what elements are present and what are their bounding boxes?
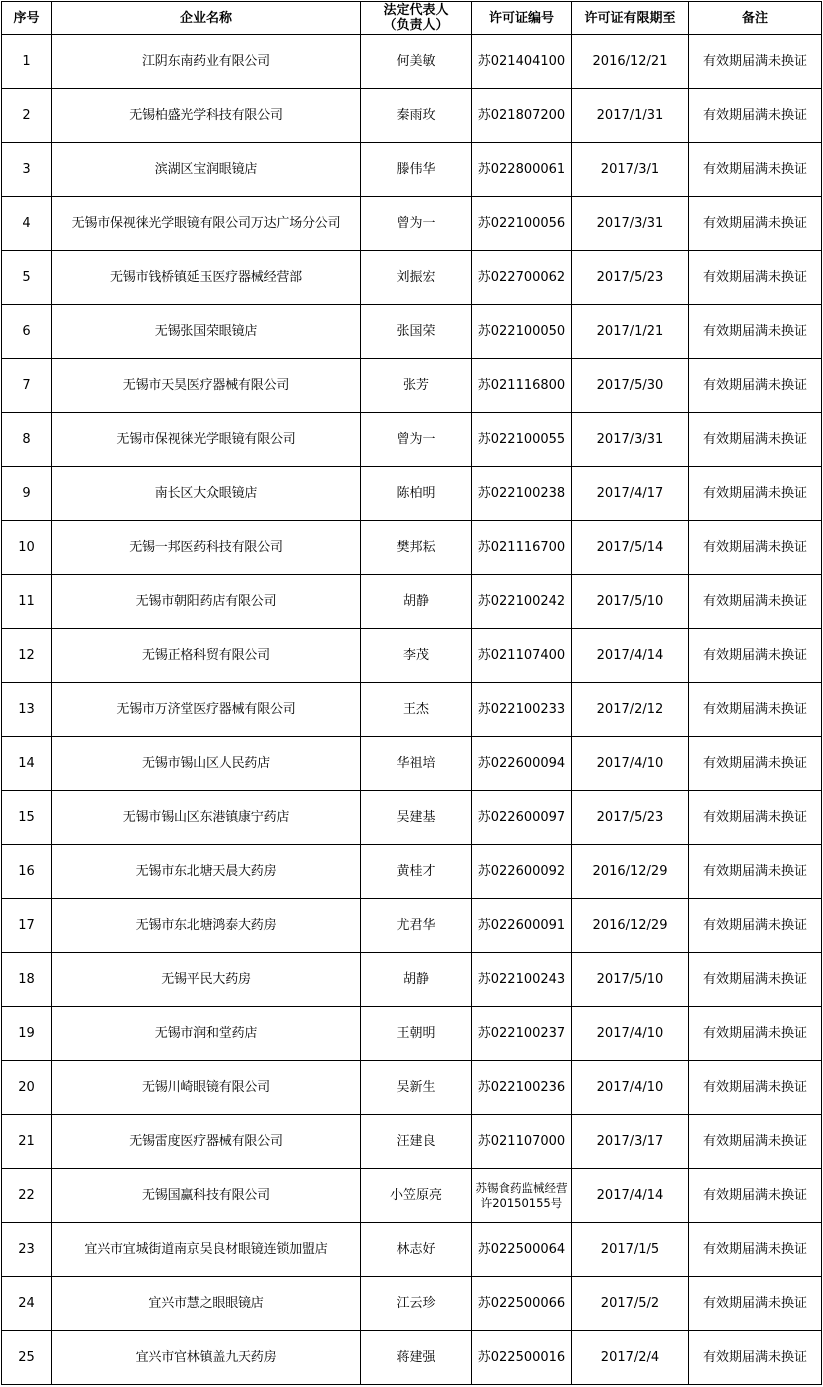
cell-note: 有效期届满未换证 xyxy=(689,467,822,521)
cell-legal-representative: 曾为一 xyxy=(361,197,472,251)
cell-note: 有效期届满未换证 xyxy=(689,305,822,359)
cell-company-name: 无锡市保视徕光学眼镜有限公司 xyxy=(52,413,361,467)
cell-legal-representative: 小笠原亮 xyxy=(361,1169,472,1223)
table-row xyxy=(2,737,822,791)
table-row xyxy=(2,521,822,575)
cell-note: 有效期届满未换证 xyxy=(689,791,822,845)
header-license-number: 许可证编号 xyxy=(472,2,572,35)
cell-seq: 8 xyxy=(2,413,52,467)
table-row xyxy=(2,1007,822,1061)
cell-license-number: 苏022100056 xyxy=(472,197,572,251)
cell-seq: 6 xyxy=(2,305,52,359)
cell-seq: 19 xyxy=(2,1007,52,1061)
table-row xyxy=(2,1169,822,1223)
cell-seq: 20 xyxy=(2,1061,52,1115)
cell-expiry-date: 2017/1/5 xyxy=(572,1223,689,1277)
cell-license-number: 苏022500066 xyxy=(472,1277,572,1331)
cell-expiry-date: 2017/4/17 xyxy=(572,467,689,521)
table-row xyxy=(2,1115,822,1169)
cell-seq: 9 xyxy=(2,467,52,521)
cell-expiry-date: 2017/3/1 xyxy=(572,143,689,197)
cell-license-number: 苏021107000 xyxy=(472,1115,572,1169)
cell-legal-representative: 吴新生 xyxy=(361,1061,472,1115)
cell-note: 有效期届满未换证 xyxy=(689,953,822,1007)
table-row xyxy=(2,359,822,413)
cell-note: 有效期届满未换证 xyxy=(689,1007,822,1061)
permit-table xyxy=(1,1,822,1385)
cell-legal-representative: 蒋建强 xyxy=(361,1331,472,1385)
table-row xyxy=(2,683,822,737)
cell-expiry-date: 2016/12/29 xyxy=(572,899,689,953)
cell-license-number: 苏022100233 xyxy=(472,683,572,737)
cell-note: 有效期届满未换证 xyxy=(689,1169,822,1223)
cell-company-name: 无锡张国荣眼镜店 xyxy=(52,305,361,359)
cell-license-number: 苏022100050 xyxy=(472,305,572,359)
cell-license-number: 苏021807200 xyxy=(472,89,572,143)
table-row xyxy=(2,953,822,1007)
table-row xyxy=(2,143,822,197)
cell-note: 有效期届满未换证 xyxy=(689,521,822,575)
cell-expiry-date: 2017/1/21 xyxy=(572,305,689,359)
cell-license-number: 苏022600097 xyxy=(472,791,572,845)
cell-expiry-date: 2016/12/21 xyxy=(572,35,689,89)
header-expiry-date: 许可证有限期至 xyxy=(572,2,689,35)
cell-legal-representative: 张芳 xyxy=(361,359,472,413)
cell-company-name: 无锡市保视徕光学眼镜有限公司万达广场分公司 xyxy=(52,197,361,251)
cell-legal-representative: 李茂 xyxy=(361,629,472,683)
cell-company-name: 无锡市东北塘天晨大药房 xyxy=(52,845,361,899)
cell-note: 有效期届满未换证 xyxy=(689,35,822,89)
cell-note: 有效期届满未换证 xyxy=(689,197,822,251)
cell-company-name: 宜兴市宜城街道南京吴良材眼镜连锁加盟店 xyxy=(52,1223,361,1277)
cell-company-name: 无锡雷度医疗器械有限公司 xyxy=(52,1115,361,1169)
table-row xyxy=(2,1061,822,1115)
cell-seq: 3 xyxy=(2,143,52,197)
cell-expiry-date: 2017/3/31 xyxy=(572,197,689,251)
cell-expiry-date: 2017/3/17 xyxy=(572,1115,689,1169)
cell-legal-representative: 黄桂才 xyxy=(361,845,472,899)
cell-note: 有效期届满未换证 xyxy=(689,1223,822,1277)
cell-license-number: 苏022100236 xyxy=(472,1061,572,1115)
cell-company-name: 无锡平民大药房 xyxy=(52,953,361,1007)
cell-company-name: 无锡一邦医药科技有限公司 xyxy=(52,521,361,575)
cell-legal-representative: 陈柏明 xyxy=(361,467,472,521)
cell-legal-representative: 何美敏 xyxy=(361,35,472,89)
cell-seq: 4 xyxy=(2,197,52,251)
cell-seq: 1 xyxy=(2,35,52,89)
cell-legal-representative: 汪建良 xyxy=(361,1115,472,1169)
cell-seq: 12 xyxy=(2,629,52,683)
cell-company-name: 南长区大众眼镜店 xyxy=(52,467,361,521)
cell-note: 有效期届满未换证 xyxy=(689,899,822,953)
cell-note: 有效期届满未换证 xyxy=(689,413,822,467)
cell-seq: 11 xyxy=(2,575,52,629)
header-note: 备注 xyxy=(689,2,822,35)
cell-license-number: 苏022600091 xyxy=(472,899,572,953)
cell-license-number: 苏022800061 xyxy=(472,143,572,197)
header-company-name: 企业名称 xyxy=(52,2,361,35)
cell-expiry-date: 2017/5/10 xyxy=(572,953,689,1007)
cell-expiry-date: 2017/4/10 xyxy=(572,1061,689,1115)
cell-legal-representative: 曾为一 xyxy=(361,413,472,467)
cell-note: 有效期届满未换证 xyxy=(689,89,822,143)
cell-legal-representative: 华祖培 xyxy=(361,737,472,791)
cell-seq: 22 xyxy=(2,1169,52,1223)
cell-legal-representative: 江云珍 xyxy=(361,1277,472,1331)
table-row xyxy=(2,89,822,143)
table-row xyxy=(2,1223,822,1277)
cell-license-number: 苏021116700 xyxy=(472,521,572,575)
cell-license-number: 苏022100243 xyxy=(472,953,572,1007)
cell-company-name: 无锡市润和堂药店 xyxy=(52,1007,361,1061)
header-rep-line2: （负责人） xyxy=(383,18,449,33)
header-seq: 序号 xyxy=(2,2,52,35)
cell-legal-representative: 张国荣 xyxy=(361,305,472,359)
cell-license-number: 苏022100242 xyxy=(472,575,572,629)
cell-company-name: 江阴东南药业有限公司 xyxy=(52,35,361,89)
cell-seq: 24 xyxy=(2,1277,52,1331)
table-row xyxy=(2,1331,822,1385)
cell-expiry-date: 2017/5/10 xyxy=(572,575,689,629)
cell-seq: 5 xyxy=(2,251,52,305)
cell-license-number: 苏022100238 xyxy=(472,467,572,521)
table-row xyxy=(2,845,822,899)
cell-license-number: 苏021116800 xyxy=(472,359,572,413)
table-row xyxy=(2,197,822,251)
cell-expiry-date: 2017/4/10 xyxy=(572,1007,689,1061)
cell-note: 有效期届满未换证 xyxy=(689,1331,822,1385)
cell-seq: 25 xyxy=(2,1331,52,1385)
cell-note: 有效期届满未换证 xyxy=(689,629,822,683)
cell-expiry-date: 2017/5/23 xyxy=(572,251,689,305)
cell-license-number: 苏021404100 xyxy=(472,35,572,89)
table-row xyxy=(2,899,822,953)
cell-note: 有效期届满未换证 xyxy=(689,143,822,197)
cell-note: 有效期届满未换证 xyxy=(689,737,822,791)
header-rep-line1: 法定代表人 xyxy=(383,3,449,18)
cell-company-name: 无锡国赢科技有限公司 xyxy=(52,1169,361,1223)
cell-legal-representative: 胡静 xyxy=(361,953,472,1007)
cell-expiry-date: 2017/2/4 xyxy=(572,1331,689,1385)
cell-legal-representative: 滕伟华 xyxy=(361,143,472,197)
cell-company-name: 无锡市朝阳药店有限公司 xyxy=(52,575,361,629)
cell-seq: 17 xyxy=(2,899,52,953)
cell-company-name: 无锡市锡山区人民药店 xyxy=(52,737,361,791)
cell-license-number: 苏022100237 xyxy=(472,1007,572,1061)
cell-legal-representative: 吴建基 xyxy=(361,791,472,845)
cell-license-number: 苏022500016 xyxy=(472,1331,572,1385)
cell-license-number: 苏022600092 xyxy=(472,845,572,899)
table-row xyxy=(2,467,822,521)
cell-license-number: 苏022500064 xyxy=(472,1223,572,1277)
cell-company-name: 无锡市锡山区东港镇康宁药店 xyxy=(52,791,361,845)
table-row xyxy=(2,1277,822,1331)
cell-expiry-date: 2017/4/14 xyxy=(572,1169,689,1223)
cell-legal-representative: 王杰 xyxy=(361,683,472,737)
cell-company-name: 滨湖区宝润眼镜店 xyxy=(52,143,361,197)
cell-expiry-date: 2017/5/2 xyxy=(572,1277,689,1331)
cell-expiry-date: 2017/5/30 xyxy=(572,359,689,413)
cell-seq: 7 xyxy=(2,359,52,413)
cell-note: 有效期届满未换证 xyxy=(689,683,822,737)
cell-seq: 15 xyxy=(2,791,52,845)
cell-expiry-date: 2017/4/10 xyxy=(572,737,689,791)
cell-legal-representative: 尤君华 xyxy=(361,899,472,953)
cell-note: 有效期届满未换证 xyxy=(689,1277,822,1331)
cell-company-name: 无锡正格科贸有限公司 xyxy=(52,629,361,683)
cell-expiry-date: 2017/1/31 xyxy=(572,89,689,143)
header-row xyxy=(2,2,822,35)
cell-company-name: 无锡市东北塘鸿泰大药房 xyxy=(52,899,361,953)
cell-seq: 21 xyxy=(2,1115,52,1169)
cell-note: 有效期届满未换证 xyxy=(689,575,822,629)
cell-legal-representative: 王朝明 xyxy=(361,1007,472,1061)
cell-expiry-date: 2017/2/12 xyxy=(572,683,689,737)
cell-company-name: 宜兴市官林镇盖九天药房 xyxy=(52,1331,361,1385)
cell-legal-representative: 刘振宏 xyxy=(361,251,472,305)
cell-company-name: 无锡市万济堂医疗器械有限公司 xyxy=(52,683,361,737)
table-row xyxy=(2,251,822,305)
cell-license-number: 苏022600094 xyxy=(472,737,572,791)
cell-expiry-date: 2017/3/31 xyxy=(572,413,689,467)
cell-company-name: 宜兴市慧之眼眼镜店 xyxy=(52,1277,361,1331)
cell-legal-representative: 秦雨玫 xyxy=(361,89,472,143)
table-row xyxy=(2,413,822,467)
cell-note: 有效期届满未换证 xyxy=(689,845,822,899)
header-legal-representative xyxy=(361,2,472,35)
cell-note: 有效期届满未换证 xyxy=(689,359,822,413)
cell-company-name: 无锡市钱桥镇延玉医疗器械经营部 xyxy=(52,251,361,305)
table-row xyxy=(2,305,822,359)
cell-license-number: 苏022700062 xyxy=(472,251,572,305)
cell-legal-representative: 胡静 xyxy=(361,575,472,629)
cell-license-number: 苏锡食药监械经营许20150155号 xyxy=(472,1169,572,1223)
cell-license-number: 苏021107400 xyxy=(472,629,572,683)
table-row xyxy=(2,791,822,845)
cell-note: 有效期届满未换证 xyxy=(689,1115,822,1169)
cell-legal-representative: 樊邦耘 xyxy=(361,521,472,575)
cell-company-name: 无锡柏盛光学科技有限公司 xyxy=(52,89,361,143)
cell-seq: 10 xyxy=(2,521,52,575)
table-row xyxy=(2,629,822,683)
cell-seq: 18 xyxy=(2,953,52,1007)
cell-expiry-date: 2017/4/14 xyxy=(572,629,689,683)
cell-seq: 23 xyxy=(2,1223,52,1277)
table-row xyxy=(2,35,822,89)
cell-seq: 2 xyxy=(2,89,52,143)
table-header xyxy=(2,2,822,35)
cell-company-name: 无锡川崎眼镜有限公司 xyxy=(52,1061,361,1115)
cell-note: 有效期届满未换证 xyxy=(689,251,822,305)
cell-seq: 14 xyxy=(2,737,52,791)
cell-expiry-date: 2016/12/29 xyxy=(572,845,689,899)
cell-note: 有效期届满未换证 xyxy=(689,1061,822,1115)
cell-license-number: 苏022100055 xyxy=(472,413,572,467)
cell-expiry-date: 2017/5/23 xyxy=(572,791,689,845)
cell-seq: 13 xyxy=(2,683,52,737)
cell-seq: 16 xyxy=(2,845,52,899)
table-row xyxy=(2,575,822,629)
table-body xyxy=(2,35,822,1385)
cell-legal-representative: 林志好 xyxy=(361,1223,472,1277)
cell-expiry-date: 2017/5/14 xyxy=(572,521,689,575)
cell-company-name: 无锡市天昊医疗器械有限公司 xyxy=(52,359,361,413)
